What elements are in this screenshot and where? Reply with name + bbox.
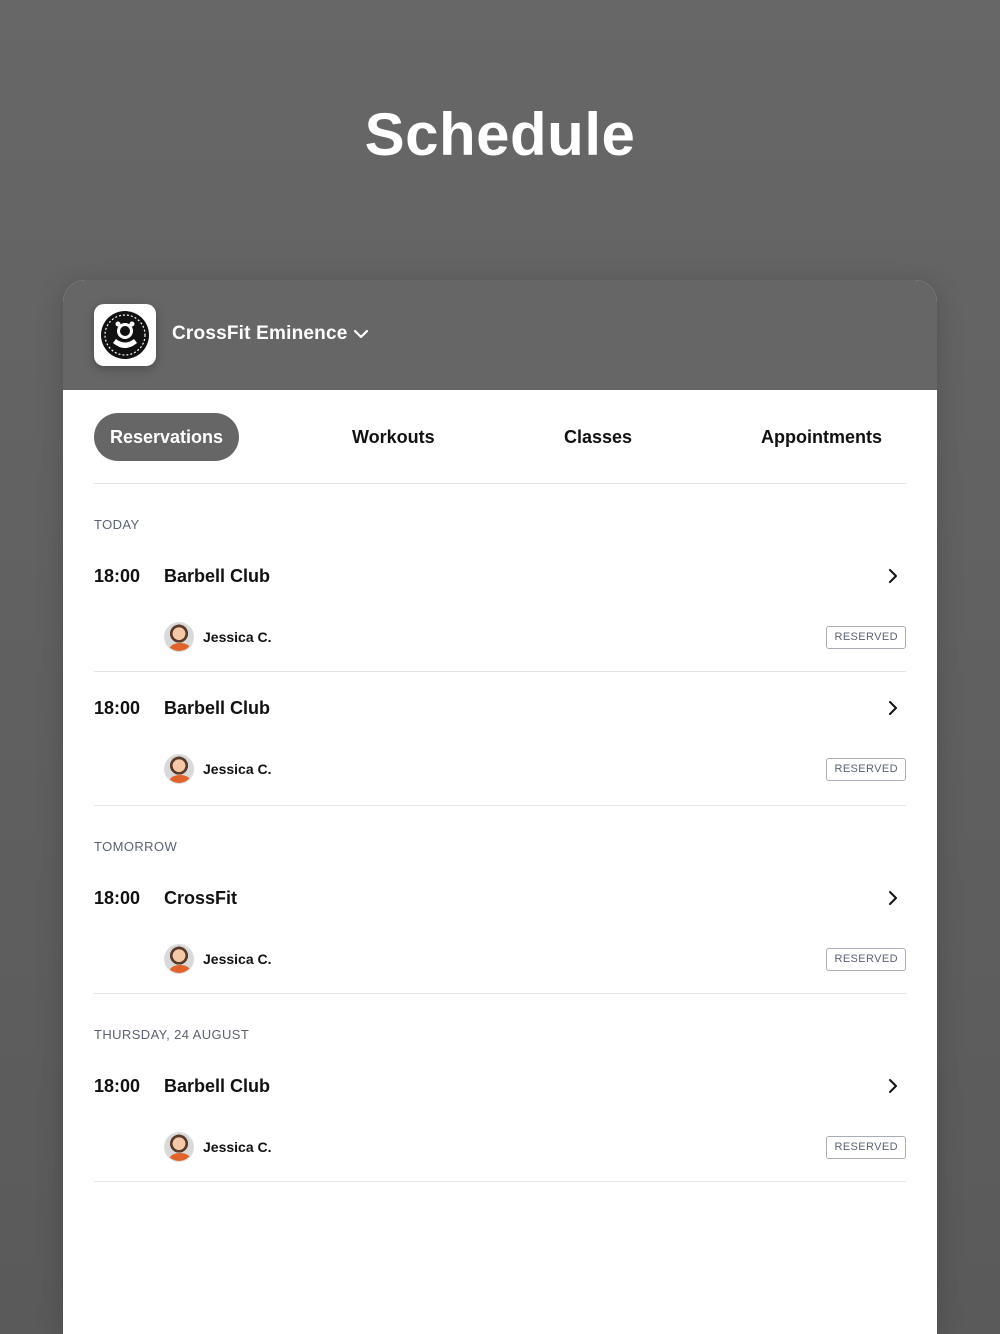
coach-name: Jessica C. bbox=[203, 1139, 272, 1155]
avatar bbox=[164, 622, 194, 652]
gym-selector[interactable] bbox=[63, 280, 937, 390]
gym-name[interactable]: CrossFit Eminence bbox=[172, 323, 348, 344]
class-name: Barbell Club bbox=[164, 1076, 271, 1096]
tab-workouts[interactable]: Workouts bbox=[352, 427, 435, 447]
coach bbox=[164, 754, 272, 784]
gym-logo-icon bbox=[94, 304, 156, 366]
section-label-tomorrow: TOMORROW bbox=[94, 839, 178, 854]
class-time: 18:00 bbox=[94, 698, 141, 718]
coach bbox=[164, 622, 272, 652]
reservation-list bbox=[94, 484, 906, 1182]
class-time: 18:00 bbox=[94, 1076, 141, 1096]
schedule-content bbox=[63, 390, 937, 1334]
tab-bar bbox=[94, 413, 906, 461]
avatar bbox=[164, 754, 194, 784]
coach bbox=[164, 944, 272, 974]
section-label-today: TODAY bbox=[94, 517, 140, 532]
coach-name: Jessica C. bbox=[203, 761, 272, 777]
chevron-down-icon[interactable] bbox=[351, 324, 371, 344]
tab-reservations[interactable]: Reservations bbox=[94, 413, 239, 461]
chevron-right-icon[interactable] bbox=[884, 889, 902, 907]
status-badge: RESERVED bbox=[826, 626, 906, 649]
list-item[interactable] bbox=[94, 672, 906, 806]
avatar bbox=[164, 1132, 194, 1162]
chevron-right-icon[interactable] bbox=[884, 699, 902, 717]
class-time: 18:00 bbox=[94, 888, 141, 908]
tab-classes[interactable]: Classes bbox=[564, 427, 633, 447]
section-label-thursday: THURSDAY, 24 AUGUST bbox=[94, 1027, 250, 1042]
coach-name: Jessica C. bbox=[203, 951, 272, 967]
chevron-right-icon[interactable] bbox=[884, 567, 902, 585]
list-item[interactable] bbox=[94, 540, 906, 672]
chevron-right-icon[interactable] bbox=[884, 1077, 902, 1095]
avatar bbox=[164, 944, 194, 974]
coach-name: Jessica C. bbox=[203, 629, 272, 645]
tab-appointments[interactable]: Appointments bbox=[761, 427, 882, 447]
class-name: Barbell Club bbox=[164, 566, 271, 586]
class-name: CrossFit bbox=[164, 888, 238, 908]
list-item[interactable] bbox=[94, 1050, 906, 1182]
list-item[interactable] bbox=[94, 862, 906, 994]
class-time: 18:00 bbox=[94, 566, 141, 586]
app-screen bbox=[63, 280, 937, 1334]
status-badge: RESERVED bbox=[826, 1136, 906, 1159]
status-badge: RESERVED bbox=[826, 948, 906, 971]
coach bbox=[164, 1132, 272, 1162]
status-badge: RESERVED bbox=[826, 758, 906, 781]
page-title: Schedule bbox=[364, 101, 636, 168]
class-name: Barbell Club bbox=[164, 698, 271, 718]
